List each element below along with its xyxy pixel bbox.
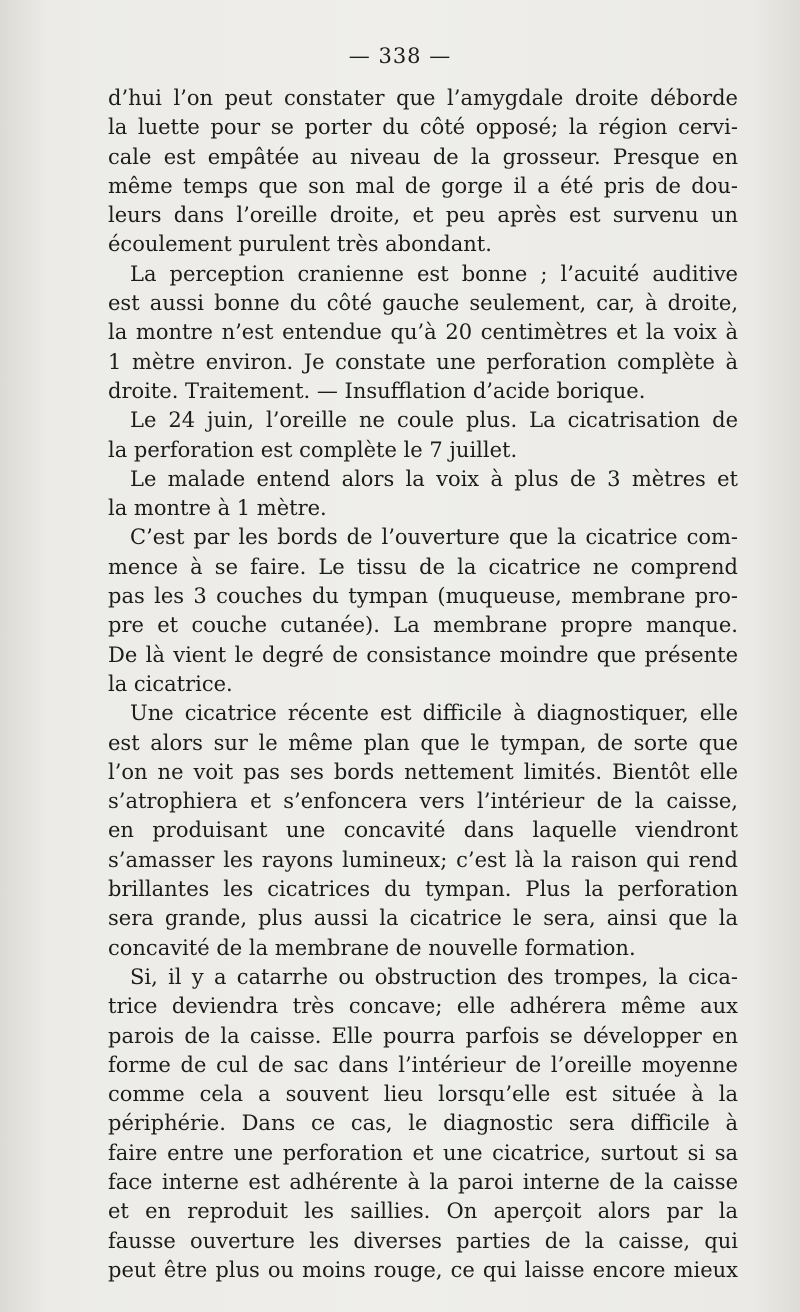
paragraph [108,84,738,260]
text-line: trice deviendra très concave; elle adhérera même aux [108,994,738,1019]
text-line: fausse ouverture les diverses parties de la caisse, qui [108,1228,738,1253]
text-line: la montre à 1 mètre. [108,496,327,521]
text-line: est aussi bonne du côté gauche seulement, car, à droite, [108,291,738,316]
text-line: faire entre une perforation et une cicatrice, surtout si sa [108,1140,738,1165]
text-line: périphérie. Dans ce cas, le diagnostic sera difficile à [108,1111,738,1136]
text-line: 1 mètre environ. Je constate une perforation complète à [108,349,738,374]
text-line: Le 24 juin, l’oreille ne coule plus. La cicatrisation de [130,408,738,433]
paragraph [108,465,738,524]
paragraph [108,406,738,465]
paragraph [108,699,738,963]
text-line: pre et couche cutanée). La membrane propre manque. [108,613,738,638]
text-line: d’hui l’on peut constater que l’amygdale droite déborde [108,86,738,110]
text-line: La perception cranienne est bonne ; l’acuité auditive [130,261,738,286]
text-line: De là vient le degré de consistance moindre que présente [108,642,738,667]
text-line: s’atrophiera et s’enfoncera vers l’intérieur de la caisse, [108,789,738,814]
text-line: la montre n’est entendue qu’à 20 centimètres et la voix à [108,320,738,345]
text-line: Si, il y a catarrhe ou obstruction des trompes, la cica- [130,964,738,989]
text-line: sera grande, plus aussi la cicatrice le sera, ainsi que la [108,906,738,931]
text-line: peut être plus ou moins rouge, ce qui laisse encore mieux [108,1257,738,1282]
text-line: et en reproduit les saillies. On aperçoit alors par la [108,1199,738,1224]
text-line: droite. Traitement. — Insufflation d’acide borique. [108,378,646,403]
text-line: même temps que son mal de gorge il a été pris de dou- [108,173,738,198]
text-line: brillantes les cicatrices du tympan. Plus la perforation [108,877,738,902]
paragraph [108,523,738,699]
text-line: la cicatrice. [108,671,233,696]
paragraph [108,260,738,406]
text-line: est alors sur le même plan que le tympan, de sorte que [108,730,738,755]
text-line: concavité de la membrane de nouvelle formation. [108,935,636,960]
text-line: s’amasser les rayons lumineux; c’est là la raison qui rend [108,847,738,872]
text-line: forme de cul de sac dans l’intérieur de l’oreille moyenne [108,1052,738,1077]
text-line: en produisant une concavité dans laquelle viendront [108,818,738,843]
text-line: face interne est adhérente à la paroi interne de la caisse [108,1169,738,1194]
text-line: C’est par les bords de l’ouverture que la cicatrice com- [130,525,738,550]
paragraph [108,963,738,1285]
text-line: leurs dans l’oreille droite, et peu après est survenu un [108,203,738,228]
text-line: comme cela a souvent lieu lorsqu’elle est située à la [108,1082,738,1107]
text-line: la luette pour se porter du côté opposé; la région cervi- [108,115,738,140]
text-line: mence à se faire. Le tissu de la cicatrice ne comprend [108,554,738,579]
text-line: Le malade entend alors la voix à plus de 3 mètres et [130,466,738,491]
text-line: parois de la caisse. Elle pourra parfois se développer en [108,1023,738,1048]
text-line: la perforation est complète le 7 juillet. [108,437,518,462]
text-line: écoulement purulent très abondant. [108,232,492,257]
text-line: cale est empâtée au niveau de la grosseur. Presque en [108,144,738,169]
page-number: — 338 — [348,44,452,68]
text-line: pas les 3 couches du tympan (muqueuse, membrane pro- [108,584,738,609]
text-line: l’on ne voit pas ses bords nettement limités. Bientôt elle [108,759,738,784]
body-text [108,84,738,1285]
text-line: Une cicatrice récente est difficile à diagnostiquer, elle [130,701,738,726]
